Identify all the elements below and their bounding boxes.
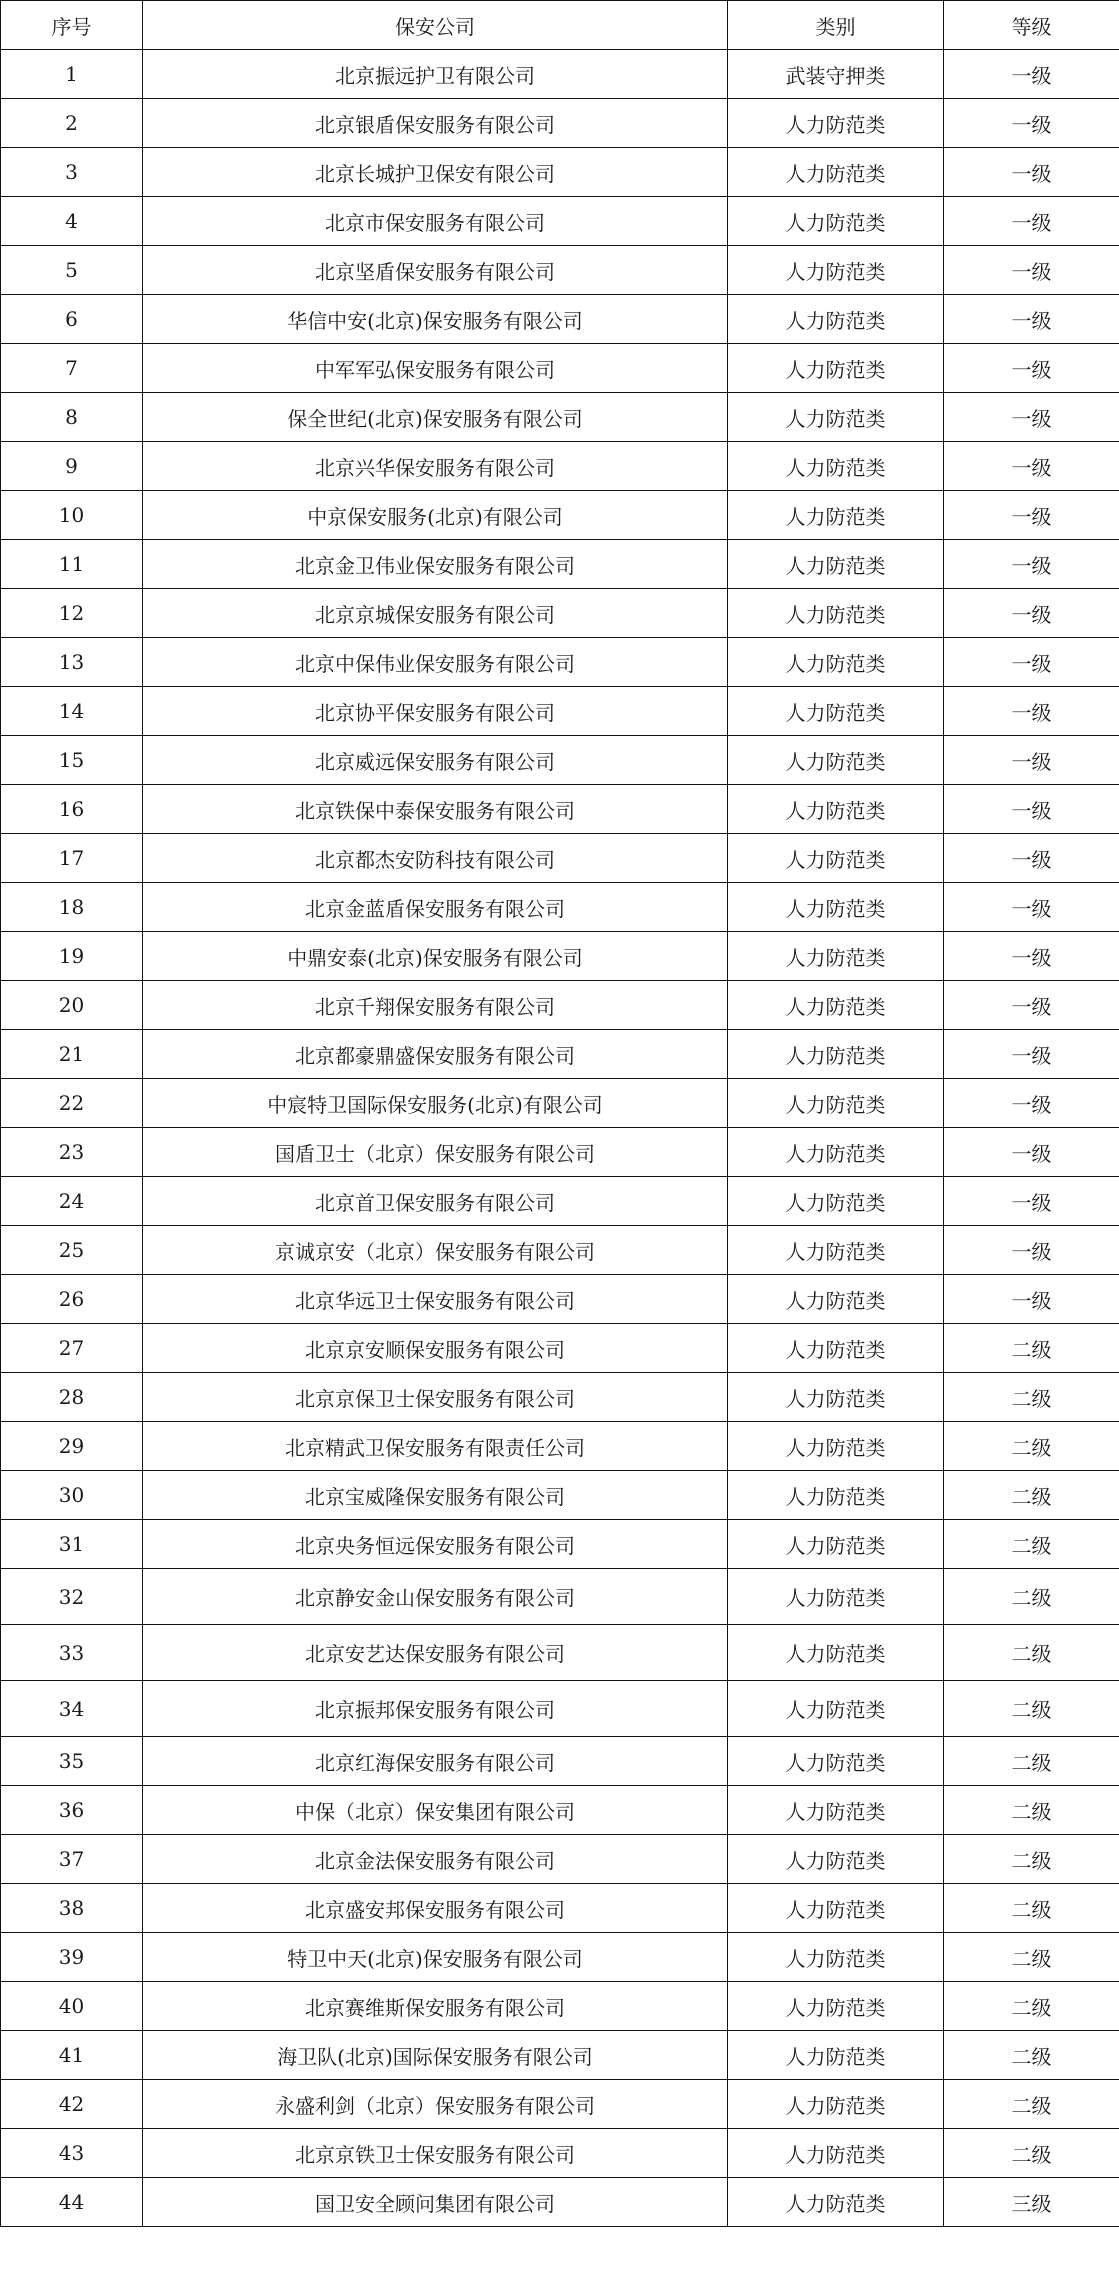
cell-grade: 二级: [944, 2080, 1119, 2129]
cell-grade: 二级: [944, 1471, 1119, 1520]
table-row: [1, 1933, 1119, 1982]
cell-no: 25: [1, 1226, 143, 1275]
column-header-company: 保安公司: [143, 1, 728, 50]
table-row: [1, 2080, 1119, 2129]
cell-grade: 一级: [944, 883, 1119, 932]
cell-category: 人力防范类: [728, 932, 944, 981]
cell-no: 8: [1, 393, 143, 442]
cell-no: 42: [1, 2080, 143, 2129]
cell-company: 永盛利剑（北京）保安服务有限公司: [143, 2080, 728, 2129]
cell-category: 人力防范类: [728, 2129, 944, 2178]
cell-grade: 一级: [944, 638, 1119, 687]
column-header-no: 序号: [1, 1, 143, 50]
table-row: [1, 442, 1119, 491]
column-header-grade: 等级: [944, 1, 1119, 50]
cell-company: 北京铁保中泰保安服务有限公司: [143, 785, 728, 834]
cell-no: 5: [1, 246, 143, 295]
table-row: [1, 99, 1119, 148]
cell-category: 人力防范类: [728, 1471, 944, 1520]
cell-company: 北京威远保安服务有限公司: [143, 736, 728, 785]
cell-grade: 一级: [944, 148, 1119, 197]
cell-no: 6: [1, 295, 143, 344]
cell-no: 18: [1, 883, 143, 932]
cell-grade: 二级: [944, 1324, 1119, 1373]
table-row: [1, 1079, 1119, 1128]
table-row: [1, 1226, 1119, 1275]
cell-no: 39: [1, 1933, 143, 1982]
cell-grade: 一级: [944, 1275, 1119, 1324]
cell-no: 32: [1, 1569, 143, 1625]
cell-company: 北京京铁卫士保安服务有限公司: [143, 2129, 728, 2178]
cell-no: 24: [1, 1177, 143, 1226]
table-row: [1, 834, 1119, 883]
cell-company: 国卫安全顾问集团有限公司: [143, 2178, 728, 2227]
cell-no: 43: [1, 2129, 143, 2178]
cell-no: 3: [1, 148, 143, 197]
cell-company: 北京市保安服务有限公司: [143, 197, 728, 246]
cell-company: 北京千翔保安服务有限公司: [143, 981, 728, 1030]
cell-company: 北京京安顺保安服务有限公司: [143, 1324, 728, 1373]
cell-no: 13: [1, 638, 143, 687]
table-row: [1, 1422, 1119, 1471]
cell-company: 北京协平保安服务有限公司: [143, 687, 728, 736]
cell-company: 中军军弘保安服务有限公司: [143, 344, 728, 393]
cell-grade: 一级: [944, 1030, 1119, 1079]
cell-no: 33: [1, 1625, 143, 1681]
cell-company: 保全世纪(北京)保安服务有限公司: [143, 393, 728, 442]
table-row: [1, 1681, 1119, 1737]
cell-category: 人力防范类: [728, 1373, 944, 1422]
table-row: [1, 785, 1119, 834]
table-row: [1, 1569, 1119, 1625]
cell-no: 38: [1, 1884, 143, 1933]
cell-no: 10: [1, 491, 143, 540]
cell-company: 北京盛安邦保安服务有限公司: [143, 1884, 728, 1933]
cell-no: 12: [1, 589, 143, 638]
cell-category: 人力防范类: [728, 442, 944, 491]
cell-no: 31: [1, 1520, 143, 1569]
cell-grade: 二级: [944, 1786, 1119, 1835]
table-row: [1, 1982, 1119, 2031]
table-row: [1, 2178, 1119, 2227]
table-row: [1, 932, 1119, 981]
cell-company: 海卫队(北京)国际保安服务有限公司: [143, 2031, 728, 2080]
cell-category: 人力防范类: [728, 393, 944, 442]
cell-grade: 二级: [944, 1422, 1119, 1471]
cell-company: 中宸特卫国际保安服务(北京)有限公司: [143, 1079, 728, 1128]
cell-no: 35: [1, 1737, 143, 1786]
cell-company: 北京宝威隆保安服务有限公司: [143, 1471, 728, 1520]
cell-no: 29: [1, 1422, 143, 1471]
cell-category: 人力防范类: [728, 638, 944, 687]
cell-company: 特卫中天(北京)保安服务有限公司: [143, 1933, 728, 1982]
cell-category: 人力防范类: [728, 540, 944, 589]
cell-no: 22: [1, 1079, 143, 1128]
cell-category: 人力防范类: [728, 981, 944, 1030]
table-row: [1, 589, 1119, 638]
cell-category: 人力防范类: [728, 99, 944, 148]
table-row: [1, 1737, 1119, 1786]
cell-category: 人力防范类: [728, 1030, 944, 1079]
cell-company: 北京央务恒远保安服务有限公司: [143, 1520, 728, 1569]
cell-company: 北京精武卫保安服务有限责任公司: [143, 1422, 728, 1471]
cell-grade: 二级: [944, 1681, 1119, 1737]
header-row: [1, 1, 1119, 50]
cell-no: 23: [1, 1128, 143, 1177]
cell-grade: 一级: [944, 344, 1119, 393]
cell-company: 北京安艺达保安服务有限公司: [143, 1625, 728, 1681]
cell-no: 34: [1, 1681, 143, 1737]
cell-grade: 一级: [944, 393, 1119, 442]
table-header: [1, 1, 1119, 50]
column-header-category: 类别: [728, 1, 944, 50]
table-row: [1, 1786, 1119, 1835]
cell-no: 15: [1, 736, 143, 785]
table-row: [1, 1471, 1119, 1520]
cell-grade: 一级: [944, 197, 1119, 246]
cell-grade: 一级: [944, 981, 1119, 1030]
table-row: [1, 2031, 1119, 2080]
cell-category: 人力防范类: [728, 1422, 944, 1471]
table-row: [1, 1324, 1119, 1373]
table-row: [1, 1128, 1119, 1177]
table-row: [1, 1625, 1119, 1681]
cell-grade: 一级: [944, 540, 1119, 589]
cell-no: 19: [1, 932, 143, 981]
table-row: [1, 1275, 1119, 1324]
cell-category: 人力防范类: [728, 1275, 944, 1324]
cell-category: 人力防范类: [728, 2031, 944, 2080]
cell-category: 人力防范类: [728, 687, 944, 736]
cell-company: 北京振邦保安服务有限公司: [143, 1681, 728, 1737]
cell-grade: 一级: [944, 687, 1119, 736]
table-row: [1, 344, 1119, 393]
cell-company: 北京金法保安服务有限公司: [143, 1835, 728, 1884]
table-row: [1, 246, 1119, 295]
cell-grade: 一级: [944, 785, 1119, 834]
table-row: [1, 1835, 1119, 1884]
cell-category: 人力防范类: [728, 1128, 944, 1177]
cell-grade: 三级: [944, 2178, 1119, 2227]
cell-category: 人力防范类: [728, 1520, 944, 1569]
table-body: [1, 50, 1119, 2227]
cell-category: 人力防范类: [728, 491, 944, 540]
table-row: [1, 1030, 1119, 1079]
cell-grade: 一级: [944, 834, 1119, 883]
cell-grade: 一级: [944, 1128, 1119, 1177]
cell-category: 人力防范类: [728, 834, 944, 883]
table-row: [1, 2129, 1119, 2178]
cell-category: 人力防范类: [728, 344, 944, 393]
table-row: [1, 540, 1119, 589]
table-row: [1, 638, 1119, 687]
cell-grade: 一级: [944, 1177, 1119, 1226]
cell-company: 北京金蓝盾保安服务有限公司: [143, 883, 728, 932]
cell-no: 11: [1, 540, 143, 589]
cell-no: 37: [1, 1835, 143, 1884]
cell-grade: 二级: [944, 1569, 1119, 1625]
cell-no: 41: [1, 2031, 143, 2080]
cell-grade: 一级: [944, 1226, 1119, 1275]
cell-category: 人力防范类: [728, 1982, 944, 2031]
table-row: [1, 1177, 1119, 1226]
cell-company: 京诚京安（北京）保安服务有限公司: [143, 1226, 728, 1275]
cell-company: 北京兴华保安服务有限公司: [143, 442, 728, 491]
cell-company: 华信中安(北京)保安服务有限公司: [143, 295, 728, 344]
cell-category: 人力防范类: [728, 1835, 944, 1884]
cell-grade: 二级: [944, 1933, 1119, 1982]
cell-category: 人力防范类: [728, 1933, 944, 1982]
cell-category: 人力防范类: [728, 785, 944, 834]
cell-company: 北京红海保安服务有限公司: [143, 1737, 728, 1786]
cell-no: 7: [1, 344, 143, 393]
cell-no: 28: [1, 1373, 143, 1422]
cell-no: 20: [1, 981, 143, 1030]
cell-grade: 二级: [944, 1884, 1119, 1933]
table-row: [1, 197, 1119, 246]
table-row: [1, 1520, 1119, 1569]
cell-company: 中京保安服务(北京)有限公司: [143, 491, 728, 540]
cell-category: 人力防范类: [728, 736, 944, 785]
table-row: [1, 148, 1119, 197]
cell-no: 14: [1, 687, 143, 736]
cell-grade: 二级: [944, 1835, 1119, 1884]
cell-no: 2: [1, 99, 143, 148]
cell-category: 人力防范类: [728, 2178, 944, 2227]
cell-category: 人力防范类: [728, 1324, 944, 1373]
cell-no: 44: [1, 2178, 143, 2227]
cell-grade: 一级: [944, 442, 1119, 491]
cell-company: 北京赛维斯保安服务有限公司: [143, 1982, 728, 2031]
table-row: [1, 491, 1119, 540]
cell-company: 国盾卫士（北京）保安服务有限公司: [143, 1128, 728, 1177]
cell-company: 北京首卫保安服务有限公司: [143, 1177, 728, 1226]
cell-category: 人力防范类: [728, 1569, 944, 1625]
cell-company: 北京坚盾保安服务有限公司: [143, 246, 728, 295]
cell-company: 北京金卫伟业保安服务有限公司: [143, 540, 728, 589]
cell-category: 人力防范类: [728, 1884, 944, 1933]
cell-grade: 一级: [944, 295, 1119, 344]
table-row: [1, 295, 1119, 344]
cell-category: 人力防范类: [728, 1786, 944, 1835]
cell-no: 40: [1, 1982, 143, 2031]
cell-category: 人力防范类: [728, 1079, 944, 1128]
cell-no: 4: [1, 197, 143, 246]
cell-company: 中鼎安泰(北京)保安服务有限公司: [143, 932, 728, 981]
cell-grade: 二级: [944, 1737, 1119, 1786]
cell-category: 武装守押类: [728, 50, 944, 99]
cell-company: 北京华远卫士保安服务有限公司: [143, 1275, 728, 1324]
table-row: [1, 736, 1119, 785]
cell-company: 中保（北京）保安集团有限公司: [143, 1786, 728, 1835]
cell-company: 北京京城保安服务有限公司: [143, 589, 728, 638]
cell-company: 北京都杰安防科技有限公司: [143, 834, 728, 883]
cell-no: 27: [1, 1324, 143, 1373]
table-row: [1, 883, 1119, 932]
cell-category: 人力防范类: [728, 1737, 944, 1786]
cell-company: 北京银盾保安服务有限公司: [143, 99, 728, 148]
cell-grade: 一级: [944, 1079, 1119, 1128]
cell-grade: 一级: [944, 736, 1119, 785]
cell-grade: 一级: [944, 99, 1119, 148]
cell-grade: 二级: [944, 1625, 1119, 1681]
cell-company: 北京长城护卫保安有限公司: [143, 148, 728, 197]
cell-grade: 一级: [944, 491, 1119, 540]
cell-category: 人力防范类: [728, 246, 944, 295]
cell-company: 北京静安金山保安服务有限公司: [143, 1569, 728, 1625]
cell-no: 30: [1, 1471, 143, 1520]
cell-no: 36: [1, 1786, 143, 1835]
cell-no: 17: [1, 834, 143, 883]
table-row: [1, 1373, 1119, 1422]
table-row: [1, 50, 1119, 99]
table-row: [1, 393, 1119, 442]
cell-category: 人力防范类: [728, 2080, 944, 2129]
cell-category: 人力防范类: [728, 1177, 944, 1226]
cell-grade: 二级: [944, 1373, 1119, 1422]
cell-company: 北京振远护卫有限公司: [143, 50, 728, 99]
cell-category: 人力防范类: [728, 1625, 944, 1681]
cell-grade: 一级: [944, 589, 1119, 638]
table-row: [1, 1884, 1119, 1933]
cell-no: 26: [1, 1275, 143, 1324]
cell-company: 北京京保卫士保安服务有限公司: [143, 1373, 728, 1422]
cell-no: 1: [1, 50, 143, 99]
cell-category: 人力防范类: [728, 295, 944, 344]
cell-grade: 二级: [944, 1520, 1119, 1569]
cell-category: 人力防范类: [728, 148, 944, 197]
cell-grade: 二级: [944, 2031, 1119, 2080]
cell-grade: 一级: [944, 932, 1119, 981]
cell-category: 人力防范类: [728, 1226, 944, 1275]
cell-company: 北京中保伟业保安服务有限公司: [143, 638, 728, 687]
cell-category: 人力防范类: [728, 883, 944, 932]
table-row: [1, 981, 1119, 1030]
cell-category: 人力防范类: [728, 197, 944, 246]
cell-grade: 二级: [944, 2129, 1119, 2178]
cell-no: 16: [1, 785, 143, 834]
cell-category: 人力防范类: [728, 1681, 944, 1737]
cell-grade: 一级: [944, 246, 1119, 295]
table-row: [1, 687, 1119, 736]
cell-company: 北京都豪鼎盛保安服务有限公司: [143, 1030, 728, 1079]
cell-grade: 二级: [944, 1982, 1119, 2031]
cell-no: 9: [1, 442, 143, 491]
cell-no: 21: [1, 1030, 143, 1079]
cell-category: 人力防范类: [728, 589, 944, 638]
cell-grade: 一级: [944, 50, 1119, 99]
